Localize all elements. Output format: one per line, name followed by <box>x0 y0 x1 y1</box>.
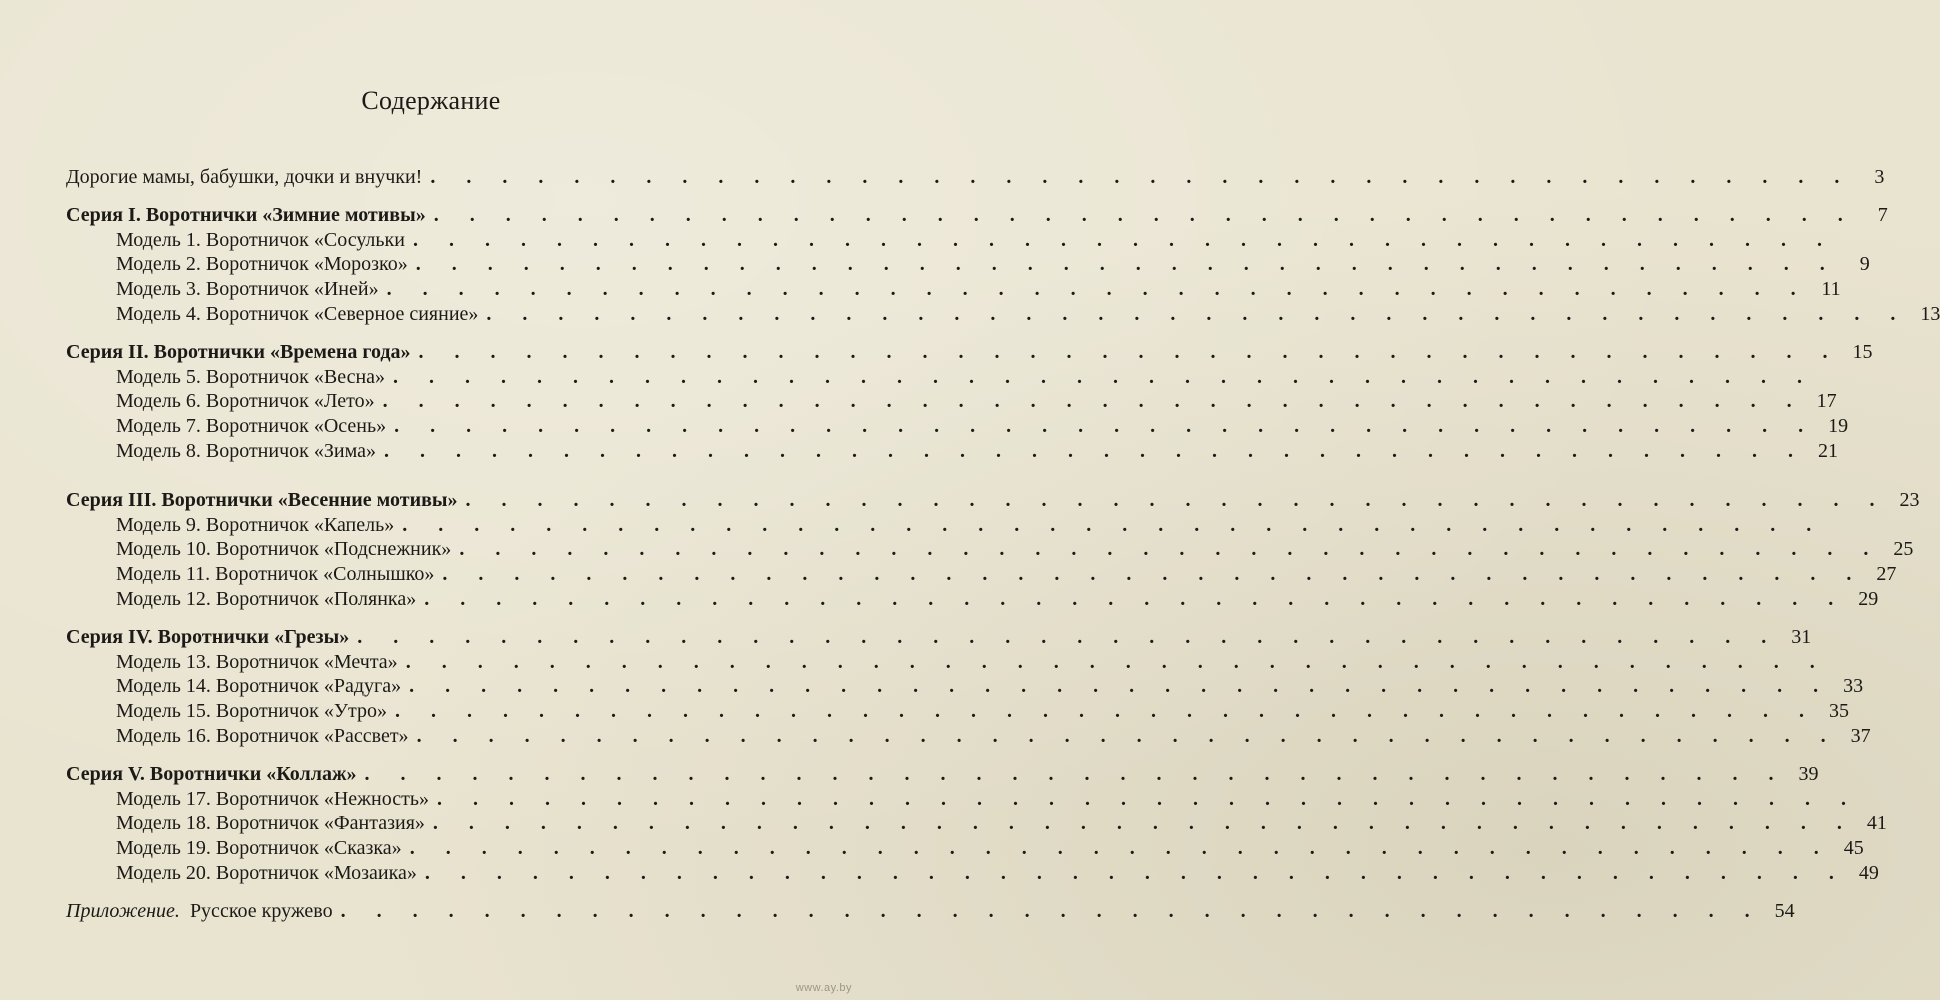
toc-entry-label: Модель 20. Воротничок «Мозаика» <box>116 861 417 884</box>
toc-entry-model <box>66 861 1879 887</box>
dot-leader: . . . . . . . . . . . . . . . . . . . . . . . . . . . . . . . . . . . . . . . . <box>416 724 1839 747</box>
dot-leader: . . . . . . . . . . . . . . . . . . . . . . . . . . . . . . . . . . . . . . . . <box>436 787 1859 810</box>
dot-leader: . . . . . . . . . . . . . . . . . . . . . . . . . . . . . . . . . . . . . . . . <box>432 812 1855 835</box>
toc-entry-label: Модель 15. Воротничок «Утро» <box>116 700 388 723</box>
toc-entry-label: Модель 14. Воротничок «Радуга» <box>116 675 402 698</box>
series-group <box>66 488 1920 613</box>
toc-page-number: 9 <box>1859 253 1870 276</box>
dot-leader: . . . . . . . . . . . . . . . . . . . . . . . . . . . . . . . . . . . . . . . . <box>383 439 1806 462</box>
toc-entry-label: Модель 3. Воротничок «Иней» <box>116 278 379 301</box>
series-list <box>66 191 1940 887</box>
toc-page-number: 29 <box>1858 587 1879 610</box>
series-group <box>66 625 1871 750</box>
toc-entry-model <box>66 812 1887 837</box>
toc-entry-label: Модель 13. Воротничок «Мечта» <box>116 650 398 673</box>
toc-page-number: 23 <box>1899 488 1920 511</box>
toc-entry-label: Модель 7. Воротничок «Осень» <box>116 415 387 438</box>
toc-entry-label: Серия IV. Воротнички «Грезы» <box>66 625 350 648</box>
toc-entry-appendix <box>66 899 1795 925</box>
toc-entry-label: Серия III. Воротнички «Весенние мотивы» <box>66 488 458 511</box>
toc-page-number: 39 <box>1798 762 1819 785</box>
toc-entry-model <box>66 700 1850 725</box>
dot-leader: . . . . . . . . . . . . . . . . . . . . . . . . . . . . . . . . . . . . . . . . <box>382 390 1805 413</box>
toc-page-number: 27 <box>1876 563 1897 586</box>
spacer <box>66 887 784 900</box>
toc-entry-label: Модель 6. Воротничок «Лето» <box>116 390 375 413</box>
toc-entry-label: Серия II. Воротнички «Времена года» <box>66 340 411 363</box>
dot-leader: . . . . . . . . . . . . . . . . . . . . . . . . . . . . . . . . . . . . . . . . <box>424 861 1847 884</box>
toc-entry-model <box>66 538 1914 563</box>
series-group <box>66 340 1873 465</box>
toc-page-number: 45 <box>1843 837 1864 860</box>
dot-leader: . . . . . . . . . . . . . . . . . . . . . . . . . . . . . . . . . . . . . . . . <box>442 563 1865 586</box>
toc-entry-label: Модель 5. Воротничок «Весна» <box>116 365 386 388</box>
toc-entry-label: Серия V. Воротнички «Коллаж» <box>66 762 357 785</box>
toc-page-number: 35 <box>1829 700 1850 723</box>
spacer <box>66 613 784 626</box>
toc-page-number: 19 <box>1828 415 1849 438</box>
toc-entry-label: Модель 1. Воротничок «Сосульки <box>116 228 405 251</box>
toc-entry-model <box>66 253 1870 278</box>
dot-leader: . . . . . . . . . . . . . . . . . . . . . . . . . . . . . . . . . . . . . . . . <box>430 166 1853 188</box>
series-group <box>66 762 1887 887</box>
toc-entry-model <box>66 439 1838 465</box>
toc-page-number: 25 <box>1893 538 1914 561</box>
toc-entry-model <box>66 513 1825 539</box>
toc-entry-model <box>66 365 1816 391</box>
toc-entry-model <box>66 415 1849 440</box>
toc-page-number: 49 <box>1858 861 1879 884</box>
toc-entry-label: Модель 2. Воротничок «Морозко» <box>116 253 408 276</box>
toc-entry-label: Модель 11. Воротничок «Солнышко» <box>116 563 435 586</box>
toc-page-number: 37 <box>1850 724 1871 747</box>
spacer <box>66 750 784 763</box>
toc-entry-label: Модель 12. Воротничок «Полянка» <box>116 587 417 610</box>
toc-entry-label: Модель 10. Воротничок «Подснежник» <box>116 538 452 561</box>
toc-entry-label: Модель 19. Воротничок «Сказка» <box>116 837 402 860</box>
toc-entry-model <box>66 650 1828 676</box>
toc-entry-model <box>66 278 1841 303</box>
dot-leader: . . . . . . . . . . . . . . . . . . . . . . . . . . . . . . . . . . . . . . . . <box>433 203 1856 226</box>
toc-entry-intro <box>66 166 1885 191</box>
appendix-italic-label: Приложение. <box>66 899 180 922</box>
dot-leader: . . . . . . . . . . . . . . . . . . . . . . . . . . . . . . . . . . . . . . . . <box>424 587 1847 610</box>
toc-entry-label <box>66 900 333 923</box>
toc-page-number: 13 <box>1920 302 1940 325</box>
toc-page-number: 33 <box>1843 675 1864 698</box>
toc-entry-series <box>66 340 1873 366</box>
toc-page-number: 7 <box>1877 203 1888 226</box>
toc-page-number: 11 <box>1821 278 1841 301</box>
dot-leader: . . . . . . . . . . . . . . . . . . . . . . . . . . . . . . . . . . . . . . . . <box>405 650 1828 673</box>
toc-entry-label: Дорогие мамы, бабушки, дочки и внучки! <box>66 166 423 188</box>
watermark: www.ay.by <box>795 982 852 994</box>
toc-entry-series <box>66 203 1888 229</box>
toc-entry-model <box>66 724 1871 750</box>
toc-entry-series <box>66 762 1819 788</box>
toc-page-number: 31 <box>1791 625 1812 648</box>
toc-page-number: 17 <box>1816 390 1837 413</box>
toc-entry-label: Модель 18. Воротничок «Фантазия» <box>116 812 425 835</box>
appendix-label: Русское кружево <box>189 899 333 922</box>
toc-entry-model <box>66 787 1859 813</box>
spacer <box>66 191 784 204</box>
toc-entry-model <box>66 587 1879 613</box>
toc-entry-label: Серия I. Воротнички «Зимние мотивы» <box>66 203 426 226</box>
spacer <box>66 465 784 489</box>
toc-page-number: 41 <box>1866 812 1887 835</box>
series-group <box>66 203 1940 328</box>
toc-entry-model <box>66 390 1837 415</box>
toc-entry-model <box>66 302 1940 328</box>
toc-entry-series <box>66 625 1812 651</box>
toc-entry-model <box>66 228 1835 254</box>
dot-leader: . . . . . . . . . . . . . . . . . . . . . . . . . . . . . . . . . . . . . . . . <box>412 228 1835 251</box>
dot-leader: . . . . . . . . . . . . . . . . . . . . . . . . . . . . . . . . . . . . . . . . <box>395 700 1818 723</box>
dot-leader: . . . . . . . . . . . . . . . . . . . . . . . . . . . . . . . . . . . . . . . . <box>340 899 1763 922</box>
toc-page-number: 54 <box>1774 899 1795 922</box>
dot-leader: . . . . . . . . . . . . . . . . . . . . . . . . . . . . . . . . . . . . . . . . <box>364 762 1787 785</box>
toc-page-number: 15 <box>1852 340 1873 363</box>
dot-leader: . . . . . . . . . . . . . . . . . . . . . . . . . . . . . . . . . . . . . . . . <box>393 365 1816 388</box>
dot-leader: . . . . . . . . . . . . . . . . . . . . . . . . . . . . . . . . . . . . . . . . <box>465 488 1888 511</box>
dot-leader: . . . . . . . . . . . . . . . . . . . . . . . . . . . . . . . . . . . . . . . . <box>402 513 1825 536</box>
toc-page-number: 21 <box>1817 439 1838 462</box>
dot-leader: . . . . . . . . . . . . . . . . . . . . . . . . . . . . . . . . . . . . . . . . <box>409 837 1832 860</box>
dot-leader: . . . . . . . . . . . . . . . . . . . . . . . . . . . . . . . . . . . . . . . . <box>486 302 1909 325</box>
toc-entry-label: Модель 4. Воротничок «Северное сияние» <box>116 302 479 325</box>
toc-entry-model <box>66 675 1864 700</box>
toc-page-number: 3 <box>1874 166 1885 188</box>
toc-entry-series <box>66 488 1920 514</box>
toc-entry-label: Модель 9. Воротничок «Капель» <box>116 513 395 536</box>
dot-leader: . . . . . . . . . . . . . . . . . . . . . . . . . . . . . . . . . . . . . . . . <box>459 538 1882 561</box>
page-title: Содержание <box>361 86 501 115</box>
toc-entry-label: Модель 16. Воротничок «Рассвет» <box>116 724 409 747</box>
dot-leader: . . . . . . . . . . . . . . . . . . . . . . . . . . . . . . . . . . . . . . . . <box>409 675 1832 698</box>
toc-entry-label: Модель 8. Воротничок «Зима» <box>116 439 376 462</box>
dot-leader: . . . . . . . . . . . . . . . . . . . . . . . . . . . . . . . . . . . . . . . . <box>394 415 1817 438</box>
toc-entry-model <box>66 837 1864 862</box>
dot-leader: . . . . . . . . . . . . . . . . . . . . . . . . . . . . . . . . . . . . . . . . <box>418 340 1841 363</box>
dot-leader: . . . . . . . . . . . . . . . . . . . . . . . . . . . . . . . . . . . . . . . . <box>415 253 1838 276</box>
toc-entry-label: Модель 17. Воротничок «Нежность» <box>116 787 429 810</box>
toc-entry-model <box>66 563 1897 588</box>
spacer <box>66 328 784 341</box>
table-of-contents <box>66 166 1940 925</box>
dot-leader: . . . . . . . . . . . . . . . . . . . . . . . . . . . . . . . . . . . . . . . . <box>357 625 1780 648</box>
dot-leader: . . . . . . . . . . . . . . . . . . . . . . . . . . . . . . . . . . . . . . . . <box>386 278 1809 301</box>
